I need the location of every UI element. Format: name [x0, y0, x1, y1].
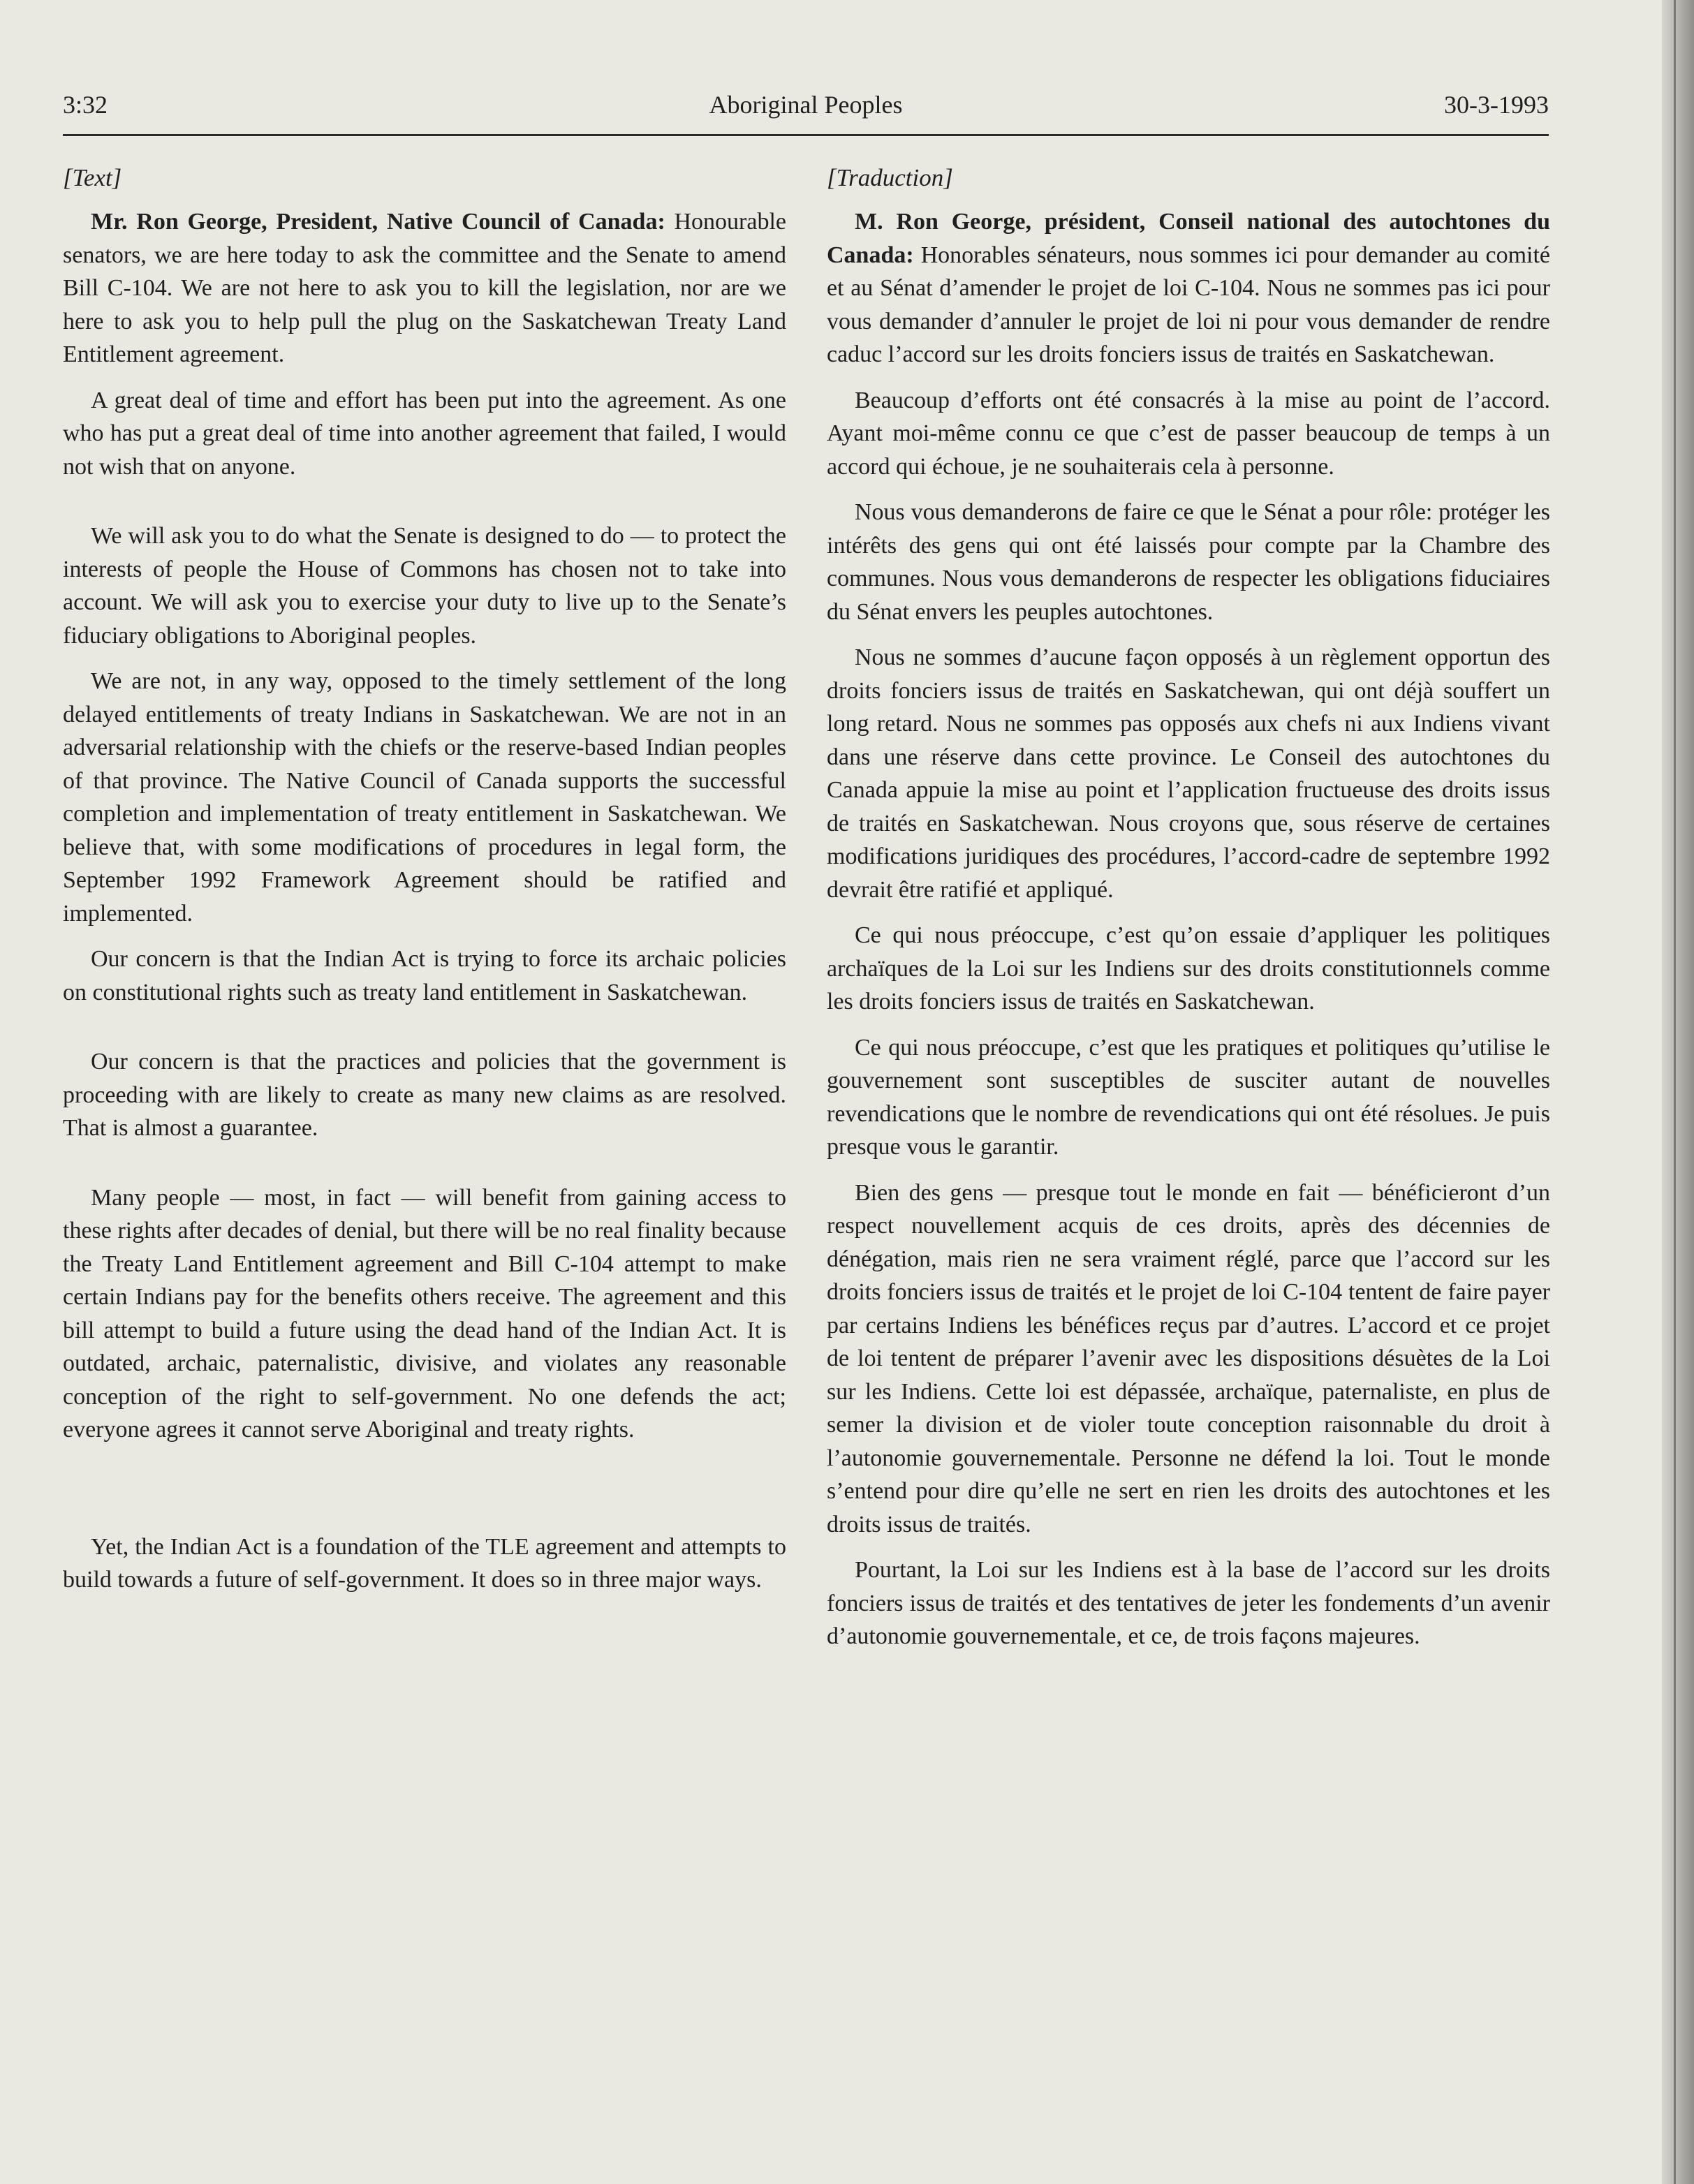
paragraph-en-7: Many people — most, in fact — will benefit from gaining access to these rights after decades of denial, but there will be no real finality because the Treaty Land Entitlement agreement and Bill C-104 attempt to make certain Indians pay for the benefits others receive. The agreement and this bill attempt to build a future using the dead hand of the Indian Act. It is outdated, archaic, paternalistic, divisive, and violates any reasonable conception of the right to self-government. No one defends the act; everyone agrees it cannot serve Aboriginal and treaty rights. [63, 1184, 786, 1443]
page-date: 30-3-1993 [1444, 91, 1549, 119]
page-edge-shadow [1662, 0, 1694, 2184]
page-header [63, 82, 1549, 138]
paragraph-en-4: We are not, in any way, opposed to the timely settlement of the long delayed entitlements of treaty Indians in Saskatchewan. We are not in an adversarial relationship with the chiefs or the reserve-based Indian peoples of that province. The Native Council of Canada supports the successful completion and implementation of treaty entitlement in Saskatchewan. We believe that, with some modifications of procedures in legal form, the September 1992 Framework Agreement should be ratified and implemented. [63, 668, 786, 927]
paragraph-en-8: Yet, the Indian Act is a foundation of the TLE agreement and attempts to build towards a future of self-government. It does so in three major ways. [63, 1533, 786, 1593]
speaker-name-fr: M. Ron George, président, Conseil national des autochtones du Canada: [827, 209, 1550, 268]
paragraph-fr-1 [827, 205, 1550, 371]
paragraph-fr-6: Ce qui nous préoccupe, c’est que les pratiques et politiques qu’utilise le gouvernement sont susceptibles de susciter autant de nouvelles revendications que le nombre de revendications qui ont été résolues. Je puis presque vous le garantir. [827, 1034, 1550, 1160]
paragraph-fr-3: Nous vous demanderons de faire ce que le Sénat a pour rôle: protéger les intérêts des gens qui ont été laissés pour compte par la Chambre des communes. Nous vous demanderons de respecter les obligations fiduciaires du Sénat envers les peuples autochtones. [827, 499, 1550, 625]
paragraph-en-5: Our concern is that the Indian Act is trying to force its archaic policies on constitutional rights such as treaty land entitlement in Saskatchewan. [63, 946, 786, 1005]
language-tag-traduction: [Traduction] [827, 164, 953, 191]
paragraph-en-1 [63, 205, 786, 371]
french-column [827, 162, 1550, 2047]
english-column [63, 162, 786, 2047]
paragraph-fr-5: Ce qui nous préoccupe, c’est qu’on essaie d’appliquer les politiques archaïques de la Loi sur les Indiens sur des droits constitutionnels comme les droits fonciers issus de traités en Saskatchewan. [827, 922, 1550, 1014]
running-title: Aboriginal Peoples [709, 91, 903, 119]
paragraph-fr-7: Bien des gens — presque tout le monde en fait — bénéficieront d’un respect nouvellement acquis de ces droits, après des décennies de dénégation, mais rien ne sera vraiment réglé, parce que l’accord sur les droits fonciers issus de traités et le projet de loi C-104 tentent de faire payer par certains Indiens les bénéfices reçus par d’autres. L’accord et ce projet de loi tentent de préparer l’avenir avec les dispositions désuètes de la Loi sur les Indiens. Cette loi est dépassée, archaïque, paternaliste, en plus de semer la division et de violer toute conception raisonnable du droit à l’autonomie gouvernementale. Personne ne défend la loi. Tout le monde s’entend pour dire qu’elle ne sert en rien les droits des autochtones et les droits issus de traités. [827, 1179, 1550, 1537]
paragraph-en-2: A great deal of time and effort has been put into the agreement. As one who has put a great deal of time into another agreement that failed, I would not wish that on anyone. [63, 387, 786, 480]
paragraph-fr-4: Nous ne sommes d’aucune façon opposés à un règlement opportun des droits fonciers issus de traités en Saskatchewan, qui ont déjà souffert un long retard. Nous ne sommes pas opposés aux chefs ni aux Indiens vivant dans une réserve dans cette province. Le Conseil des autochtones du Canada appuie la mise au point et l’application fructueuse des droits issus de traités en Saskatchewan. Nous croyons que, sous réserve de certaines modifications juridiques des procédures, l’accord-cadre de septembre 1992 devrait être ratifié et appliqué. [827, 644, 1550, 903]
paragraph-fr-2: Beaucoup d’efforts ont été consacrés à la mise au point de l’accord. Ayant moi-même connu ce que c’est de passer beaucoup de temps à un accord qui échoue, je ne souhaiterais cela à personne. [827, 387, 1550, 480]
paragraph-en-6: Our concern is that the practices and policies that the government is proceeding with are likely to create as many new claims as are resolved. That is almost a guarantee. [63, 1049, 786, 1141]
paragraph-en-3: We will ask you to do what the Senate is designed to do — to protect the interests of people the House of Commons has chosen not to take into account. We will ask you to exercise your duty to live up to the Senate’s fiduciary obligations to Aboriginal peoples. [63, 523, 786, 649]
language-tag-text: [Text] [63, 164, 122, 191]
paragraph-text: Honorables sénateurs, nous sommes ici pour demander au comité et au Sénat d’amender le projet de loi C-104. Nous ne sommes pas ici pour vous demander d’annuler le projet de loi ni pour vous demander de rendre caduc l’accord sur les droits fonciers issus de traités en Saskatchewan. [827, 242, 1550, 367]
page-number: 3:32 [63, 91, 108, 119]
header-rule [63, 134, 1549, 136]
paragraph-fr-8: Pourtant, la Loi sur les Indiens est à la base de l’accord sur les droits fonciers issus de traités et des tentatives de jeter les fondements d’un avenir d’autonomie gouvernementale, et ce, de trois façons majeures. [827, 1557, 1550, 1649]
paragraph-text: Honourable senators, we are here today to ask the committee and the Senate to amend Bill C-104. We are not here to ask you to kill the legislation, nor are we here to ask you to help pull the plug on the Saskatchewan Treaty Land Entitlement agreement. [63, 209, 786, 367]
speaker-name-en: Mr. Ron George, President, Native Council of Canada: [91, 209, 665, 235]
page-edge-line [1674, 0, 1676, 2184]
